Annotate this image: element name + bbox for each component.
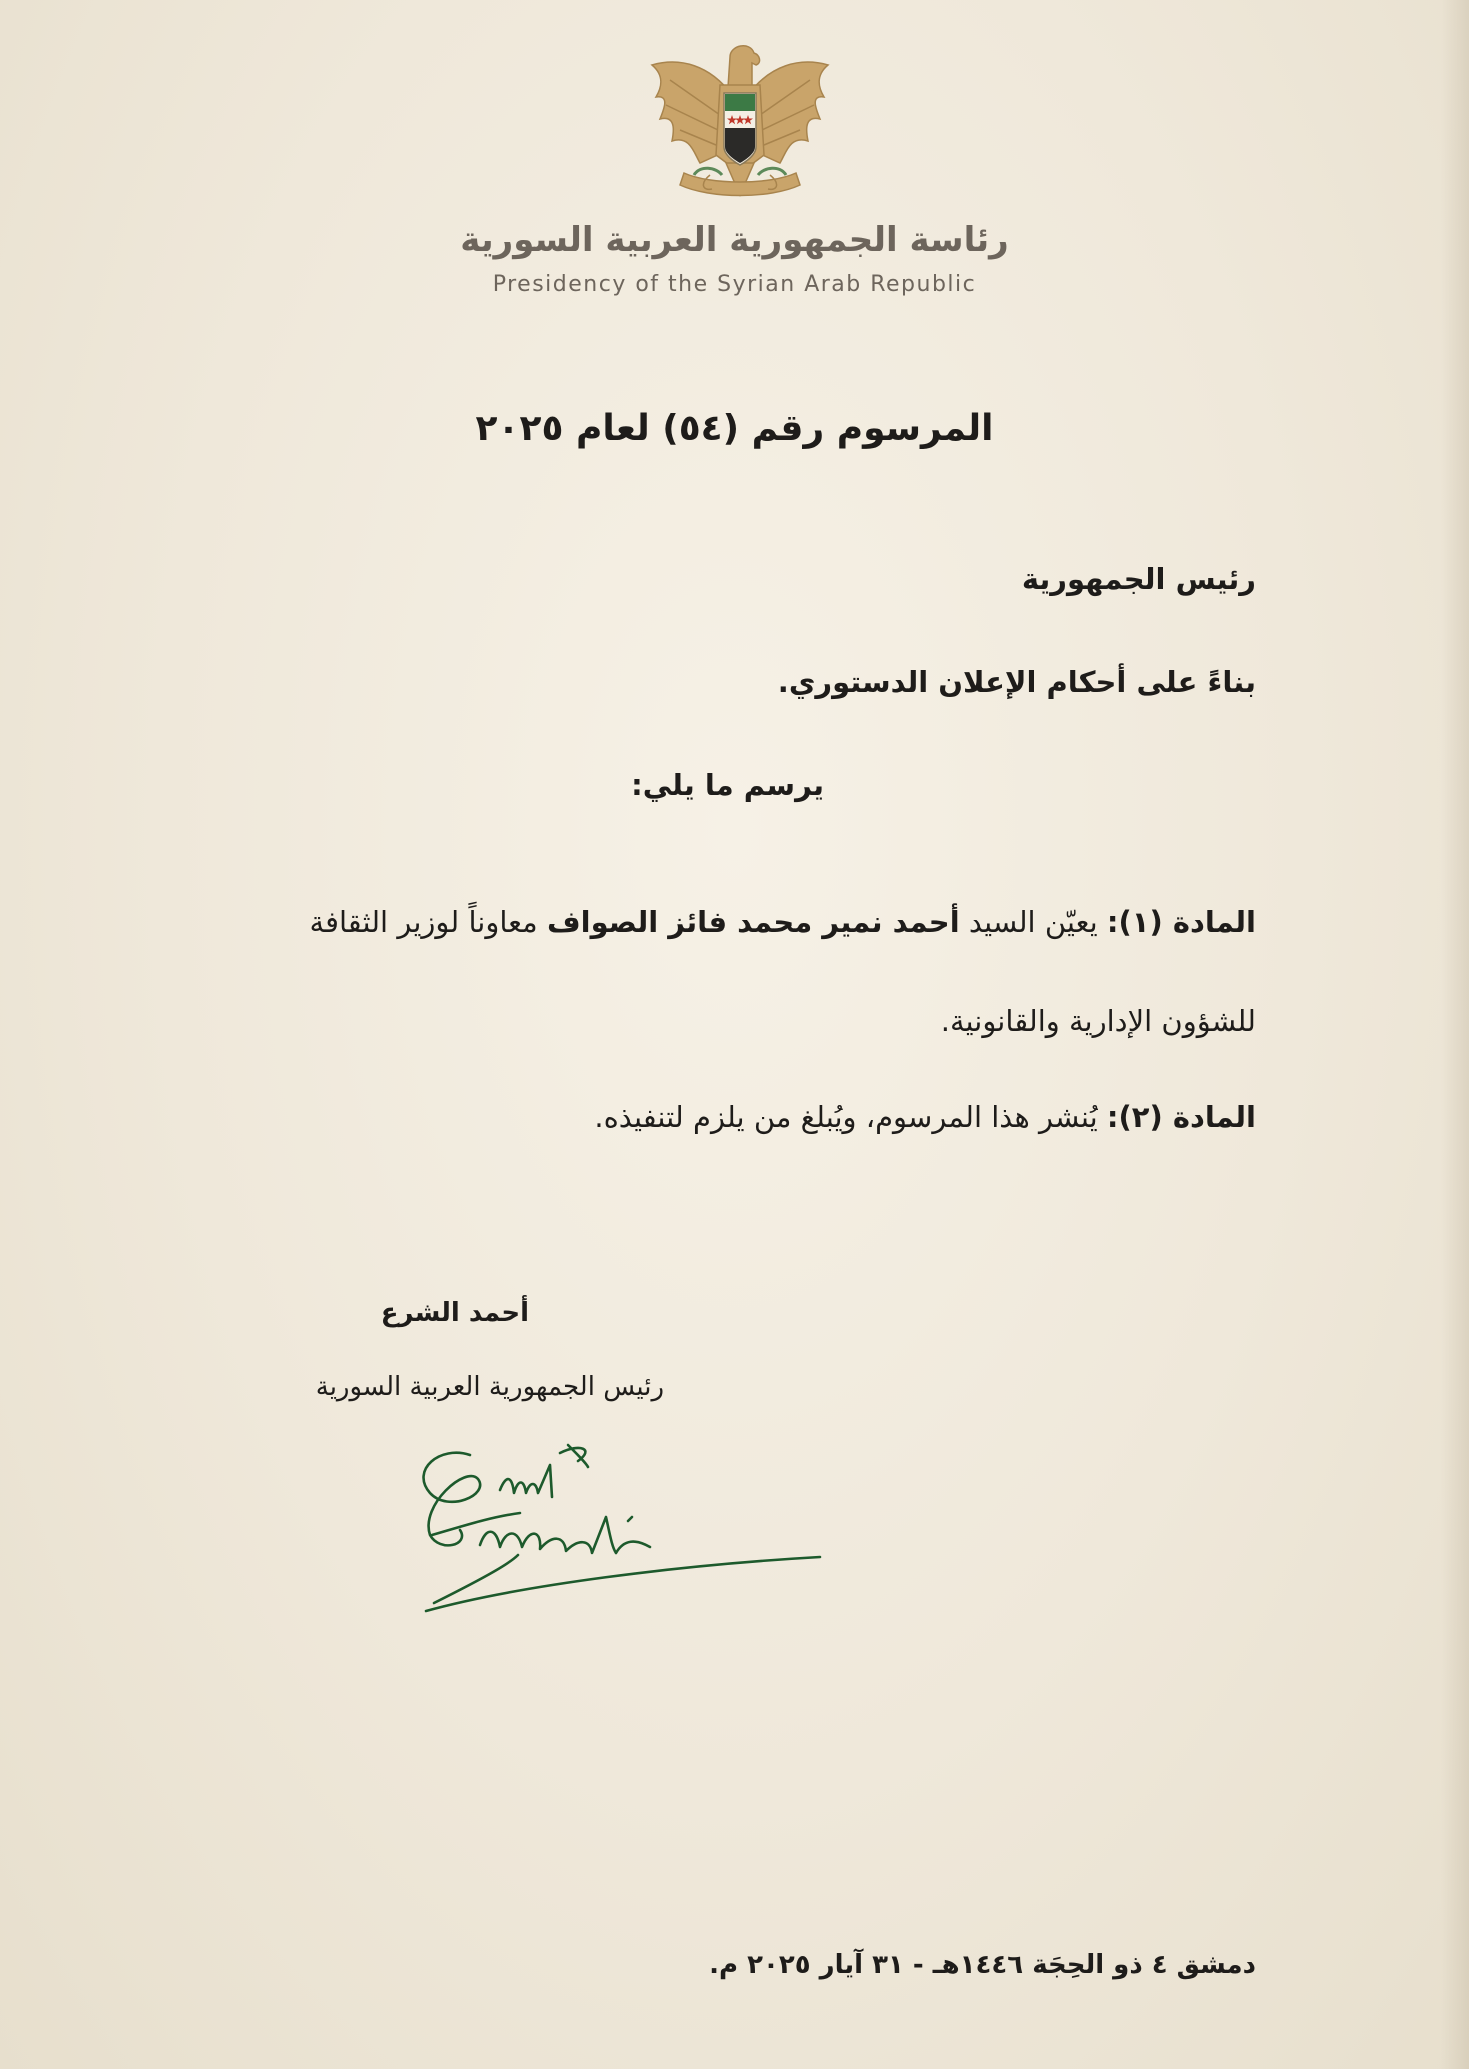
paper-edge-shadow xyxy=(1441,0,1469,2069)
decree-title: المرسوم رقم (٥٤) لعام ٢٠٢٥ xyxy=(475,408,994,449)
decree-date-footer: دمشق ٤ ذو الحِجَة ١٤٤٦هـ - ٣١ آيار ٢٠٢٥ م. xyxy=(709,1950,1256,1980)
signatory-name: أحمد الشرع xyxy=(380,1298,529,1328)
presidency-header-english: Presidency of the Syrian Arab Republic xyxy=(492,272,977,297)
article-1-continuation: للشؤون الإدارية والقانونية. xyxy=(940,1004,1256,1038)
article-1-line xyxy=(310,905,1256,939)
article-2-line xyxy=(594,1100,1256,1134)
appointee-name: أحمد نمير محمد فائز الصواف xyxy=(546,905,960,939)
decrees-line: يرسم ما يلي: xyxy=(631,768,824,802)
article-2-label: المادة (٢): xyxy=(1106,1100,1256,1134)
signatory-title: رئيس الجمهورية العربية السورية xyxy=(315,1372,664,1402)
article-1-label: المادة (١): xyxy=(1106,905,1256,939)
issuer-line: رئيس الجمهورية xyxy=(1021,562,1256,596)
article-2-text: يُنشر هذا المرسوم، ويُبلغ من يلزم لتنفيذه. xyxy=(594,1100,1107,1134)
constitutional-basis-line: بناءً على أحكام الإعلان الدستوري. xyxy=(777,665,1256,699)
article-1-text-after: معاوناً لوزير الثقافة xyxy=(309,905,547,939)
handwritten-signature xyxy=(400,1435,840,1620)
article-1-text-before: يعيّن السيد xyxy=(959,905,1107,939)
presidency-header-arabic: رئاسة الجمهورية العربية السورية xyxy=(460,220,1009,260)
eagle-emblem-icon xyxy=(640,35,840,215)
